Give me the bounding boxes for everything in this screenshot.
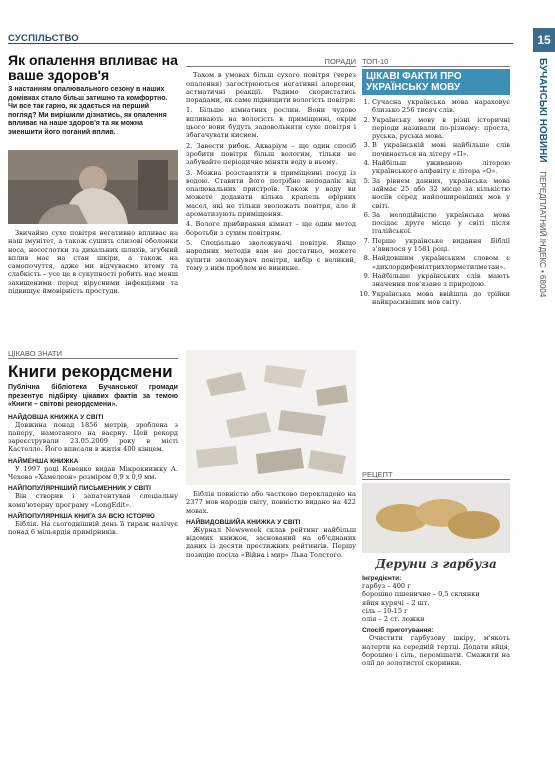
recipe-title: Деруни з гарбуза [375,557,497,571]
tips-block [186,58,356,272]
lead-title: Як опалення впливає на ваше здоров'я [8,52,178,83]
ingredient-item: яйця курячі – 2 шт. [362,598,430,607]
subscription-info: ПЕРЕДПЛАТНИЙ ІНДЕКС • 68004 [538,171,547,298]
fact-item: 8. Найдовшим українським словом є «дихлордифенілтрихлорметилметан». [372,254,510,271]
ingredient-item: гарбуз – 400 г [362,582,411,590]
knowledge-title: Книги рекордсмени [8,362,173,382]
fact-item: 9. Найбільше українських слів мають значення пов'язане з природою. [372,272,510,289]
ingredient-item: олія – 2 ст. ложки [362,615,425,624]
tip-item: 4. Вологе прибирання кімнат – ще один метод боротьби з сухим повітрям. [186,220,356,237]
knowledge-intro: Публічна бібліотека Бучанської громади презентує підбірку цікавих фактів за темою «Книги – світові рекордсмени». [8,384,178,409]
facts-title: ЦІКАВІ ФАКТИ ПРО УКРАЇНСЬКУ МОВУ [362,69,510,95]
fact-item: 6. За мелодійністю українська мова посідає друге місце у світі після італійської. [372,211,510,236]
tip-item: 1. Більше кімнатних рослин. Вони чудово впливають на вологість в приміщенні, окрім цього вони будуть задовольняти сухе повітря і збагачувати киснем. [186,106,356,140]
ingredient-item: борошно пшеничне – 0,5 склянки [362,590,480,599]
section-heading: НАЙПОПУЛЯРНІША КНИГА ЗА ВСЮ ІСТОРІЮ [8,512,155,520]
page-number: 15 [533,28,555,52]
fact-item: 3. В українській мові найбільше слів починається на літеру «П». [372,141,510,158]
recipe-tag: РЕЦЕПТ [362,470,510,480]
fact-item: 1. Сучасна українська мова нараховує близько 256 тисяч слів. [372,98,510,115]
lead-body: Звичайно сухе повітря негативно впливає на наш імунітет, а також сушить слизові оболонки носа, носоглотки та дихальних шляхів, згубний вплив має на стан шкіри, а також на самопочуття, адже ми відчуваємо втому та слабкість – усе це в сукупності робить нас менш захищеними перед вірусними інфекціями та підвищує ймовірність простуди. [8,229,178,296]
section-heading: НАЙМЕНША КНИЖКА [8,457,79,465]
facts-box [362,57,510,307]
method-label: Спосіб приготування: [362,627,434,635]
fact-item: 10. Українська мова ввійшла до трійки найкрасивіших мов світу. [372,290,510,307]
tip-item: 2. Завести рибок. Акваріум – ще один спосіб зробити повітря більш вологим, тільки не забувайте періодично міняти воду в ньому. [186,141,356,167]
fact-item: 4. Найбільш уживаною літерою українського алфавіту є літера «О». [372,159,510,176]
books-photo [186,350,356,485]
side-banner [533,54,555,768]
woman-blanket-photo [8,150,178,224]
tips-tag: ПОРАДИ [186,58,356,67]
fact-item: 5. За рівнем данних, українська мова займає 25 або 32 місце за кількістю носіїв серед найпоширеніших мов у світі. [372,177,510,210]
tips-intro: Тахом в умовах більш сухого повітря (через опалення) загострюються негативні алергени, астматичні реакції. Радимо скористатись порадами, як саме підвищити вологість повітря: [186,71,356,105]
flying-books-photo [186,350,356,485]
pancakes-photo [362,483,510,553]
paper-name: БУЧАНСЬКІ НОВИНИ [537,58,548,163]
tip-item: 5. Спеціально зволожувачі повітря. Якщо народних методів вам не достатньо, можете купити зволожувач повітря, вибір є великий, тому з ним проблем не виникне. [186,238,356,272]
section-heading: НАЙВИДОВШИЙА КНИЖКА У СВІТІ [186,518,301,526]
section-heading: НАЙДОВША КНИЖКА У СВІТІ [8,413,104,421]
lead-intro: З настанням опалювального сезону в наших домівках стало більш затишно та комфортно. Чи все так гарно, як здається на перший погляд? Ми вирішили дізнатись, як опалення впливає на наше здоров'я та як можна зменшити його поганий вплив. [8,86,168,136]
fact-item: 7. Перше українське видання Біблії з'явилося у 1581 році. [372,237,510,254]
ingredient-item: сіль – 10-15 г [362,606,408,615]
ingredients-label: Інгредієнти: [362,575,402,582]
facts-tag: ТОП-10 [362,57,510,67]
recipe-block [362,470,510,668]
facts-list [362,98,510,306]
section-title: СУСПІЛЬСТВО [8,33,79,44]
knowledge-block: ЦІКАВО ЗНАТИ Книги рекордсмени Публічна бібліотека Бучанської громади презентує підбірку цікавих фактів за темою «Книги – світові рекордсмени». НАЙДОВША КНИЖКА У СВІТІ Довжина понад 1856 метрів, зроблена з паперу, намотаного на ваєрну. Цей рекорд зареєстрували 23.05.2009 року в місті Кастелло. Його вписали в житія 400 кінцем. НАЙМЕНША КНИЖКА У 1997 році Ковенко видав Мікрокнижку А. Чехова «Хамелеон» розміром 0,9 х 0,9 мм. НАЙПОПУЛЯРНІШИЙ ПИСЬМЕННИК У СВІТІ Він створив і запатентував спеціальну комп'ютерну програму «LongEdit». НАЙПОПУЛЯРНІША КНИГА ЗА ВСЮ ІСТОРІЮ Біблія. На сьогоднішній день її тираж налічує понад 6 мільярдів примірників. [8,349,178,537]
tip-item: 3. Можна розставляти в приміщенні посуд із водою. Ставити його потрібно неподалік від опалювальних пристроїв. Також у воду ви можете додавати кілька крапель ефірних масел, які не тільки зволожать повітря, але й ароматизують приміщення. [186,168,356,219]
lead-photo [8,150,178,224]
fact-item: 2. Українську мову в різні історичні періоди називали по-різному: проста, руська, руська мова. [372,116,510,141]
section-heading: НАЙПОПУЛЯРНІШИЙ ПИСЬМЕННИК У СВІТІ [8,485,151,493]
knowledge-tag: ЦІКАВО ЗНАТИ [8,350,178,359]
page-header [8,26,513,44]
method-text: Очистити гарбузову шкіру, м'якоть натерти на середній тертці. Додати яйця, борошно і сіль, перемішати. Смажити на олії до золотистої скоринки. [362,634,510,668]
knowledge-cont: Біблія повністю або частково перекладено на 2377 мов народів світу, повністю видано на 422 мовах. НАЙВИДОВШИЙА КНИЖКА У СВІТІ Журнал Newsweek склав рейтинг найбільш відомих книжок, заснований на об'єднаних даних із десяти престижних рейтингів. Першу позицію посіла «Війна і мир» Льва Толстого. [186,490,356,559]
